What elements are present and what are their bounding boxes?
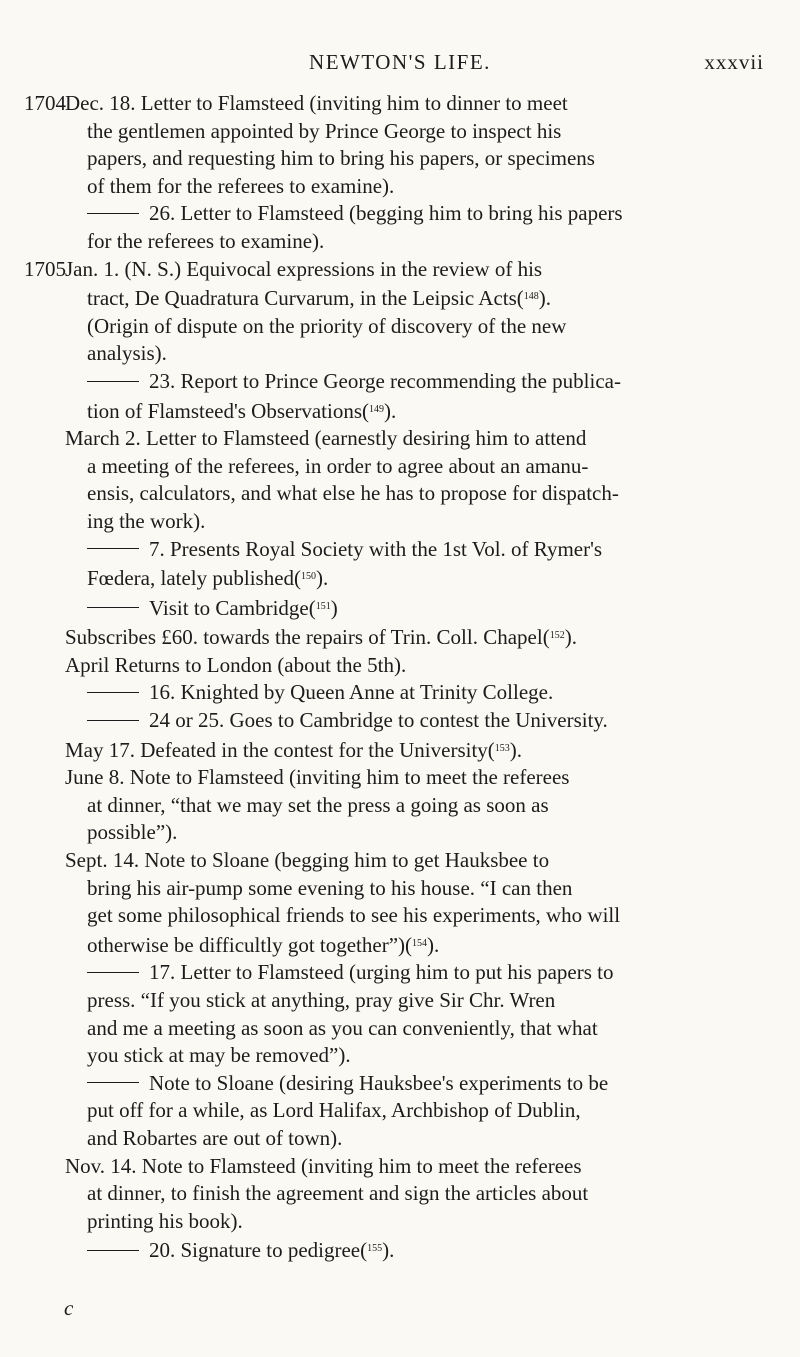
text-line [0,707,800,735]
text-span: 17. Letter to Flamsteed (urging him to put his papers to [149,960,614,985]
text-line [0,1070,800,1098]
text-span: ) [330,595,338,620]
text-span: Visit to Cambridge( [149,595,316,620]
ditto-dash [87,213,139,214]
text-line: press. “If you stick at anything, pray give Sir Chr. Wren [87,988,556,1012]
footnote-ref: 153 [494,742,510,754]
text-span: ). [382,1238,395,1263]
text-line: a meeting of the referees, in order to agree about an amanu- [87,453,589,478]
footnote-ref: 154 [412,937,428,949]
text-span: tract, De Quadratura Curvarum, in the Leipsic Acts( [87,286,524,311]
ditto-dash [87,972,139,973]
entry-1705-subscribes [0,622,800,652]
ditto-dash [87,1250,139,1251]
entry-1704-dec-26 [0,200,800,255]
ditto-dash [87,720,139,721]
text-span: 20. Signature to pedigree( [149,1238,368,1263]
text-line [0,368,800,396]
text-span: 23. Report to Prince George recommending the publica- [149,368,621,393]
text-line: get some philosophical friends to see his experiments, who will [87,903,621,928]
footnote-ref: 151 [315,600,331,612]
text-line [0,536,800,564]
signature-mark: c [64,1296,74,1320]
text-line [0,622,800,652]
text-line [0,200,800,228]
text-line: of them for the referees to examine). [87,173,395,198]
ditto-dash [87,548,139,549]
text-line [0,930,800,960]
text-line: at dinner, to finish the agreement and sign the articles about [87,1181,589,1206]
entry-1705-may-17 [0,735,800,765]
text-span: 24 or 25. Goes to Cambridge to contest the University. [149,708,608,733]
text-line [0,1235,800,1265]
text-line: April Returns to London (about the 5th). [65,652,407,677]
entry-1705-june-8 [0,764,800,847]
text-span: ). [316,566,329,591]
text-line: and Robartes are out of town). [87,1125,343,1150]
text-line [0,593,800,623]
text-line: at dinner, “that we may set the press a going as soon as [87,792,549,817]
entry-1705-april [0,652,800,680]
text-span: Subscribes £60. towards the repairs of Trin. Coll. Chapel( [65,625,550,650]
text-line: Nov. 14. Note to Flamsteed (inviting him to meet the referees [65,1153,582,1178]
footnote-ref: 149 [369,403,384,415]
footnote-ref: 148 [523,291,539,303]
text-line: (Origin of dispute on the priority of discovery of the new [87,313,567,338]
text-line [0,679,800,707]
entry-1705-jan-23 [0,368,800,425]
ditto-dash [87,692,139,693]
text-span: Fœdera, lately published( [87,566,302,591]
text-line: ensis, calculators, and what else he has to propose for dispatch- [87,481,619,506]
entry-1705-sept-17 [0,959,800,1069]
text-span: ). [564,625,577,650]
text-span: 16. Knighted by Queen Anne at Trinity College. [149,680,554,705]
text-span: ). [538,286,552,311]
page-number: xxxvii [704,50,764,74]
text-span: 26. Letter to Flamsteed (begging him to bring his papers [149,201,623,226]
entry-1705-note-sloane [0,1070,800,1153]
text-line: Sept. 14. Note to Sloane (begging him to get Hauksbee to [65,848,550,873]
year-1705: 1705 [24,256,66,281]
text-line [0,563,800,593]
footnote-ref: 152 [549,630,565,642]
text-line: put off for a while, as Lord Halifax, Archbishop of Dublin, [87,1098,581,1123]
text-span: ). [427,932,440,957]
year-1704: 1704 [24,91,66,115]
entry-1705-nov-20 [0,1235,800,1265]
ditto-dash [87,1082,139,1083]
text-line: March 2. Letter to Flamsteed (earnestly desiring him to attend [65,426,587,451]
entry-1705-march-7 [0,536,800,593]
ditto-dash [87,381,139,382]
chronology-text [0,90,800,1265]
text-line [0,283,800,313]
text-span: otherwise be difficultly got together”)( [87,932,413,957]
text-span: Note to Sloane (desiring Hauksbee's experiments to be [149,1070,609,1095]
running-title: NEWTON'S LIFE. [309,50,491,74]
text-span: ). [509,737,523,762]
text-line: you stick at may be removed”). [87,1043,351,1068]
entry-1705-nov-14 [0,1153,800,1236]
entry-1705-march-2 [0,425,800,535]
text-line: analysis). [87,341,167,366]
entry-1705-sept-14 [0,847,800,959]
text-line: June 8. Note to Flamsteed (inviting him to meet the referees [65,765,570,790]
text-line: and me a meeting as soon as you can conveniently, that what [87,1015,598,1040]
footnote-ref: 155 [367,1243,383,1255]
text-line: papers, and requesting him to bring his papers, or specimens [87,146,595,171]
text-line [0,396,800,426]
text-line: for the referees to examine). [87,228,325,253]
ditto-dash [87,607,139,608]
text-span: May 17. Defeated in the contest for the University( [65,737,495,762]
text-line [0,959,800,987]
text-line: Dec. 18. Letter to Flamsteed (inviting him to dinner to meet [65,91,568,115]
text-line: the gentlemen appointed by Prince George to inspect his [87,118,562,143]
footnote-ref: 150 [301,571,317,583]
text-line: possible”). [87,820,178,845]
text-line [0,735,800,765]
text-line: printing his book). [87,1208,243,1233]
entry-1705-april-24 [0,707,800,735]
entry-1705-jan-1 [0,256,800,368]
running-header [0,46,800,82]
entry-1705-april-16 [0,679,800,707]
text-line: ing the work). [87,508,206,533]
text-span: tion of Flamsteed's Observations( [87,398,369,423]
text-line: bring his air-pump some evening to his house. “I can then [87,875,573,900]
entry-1704-dec-18 [0,90,800,200]
text-span: ). [384,398,397,423]
text-line: Jan. 1. (N. S.) Equivocal expressions in the review of his [65,256,543,281]
text-span: 7. Presents Royal Society with the 1st Vol. of Rymer's [149,536,603,561]
entry-1705-visit-cambridge [0,593,800,623]
